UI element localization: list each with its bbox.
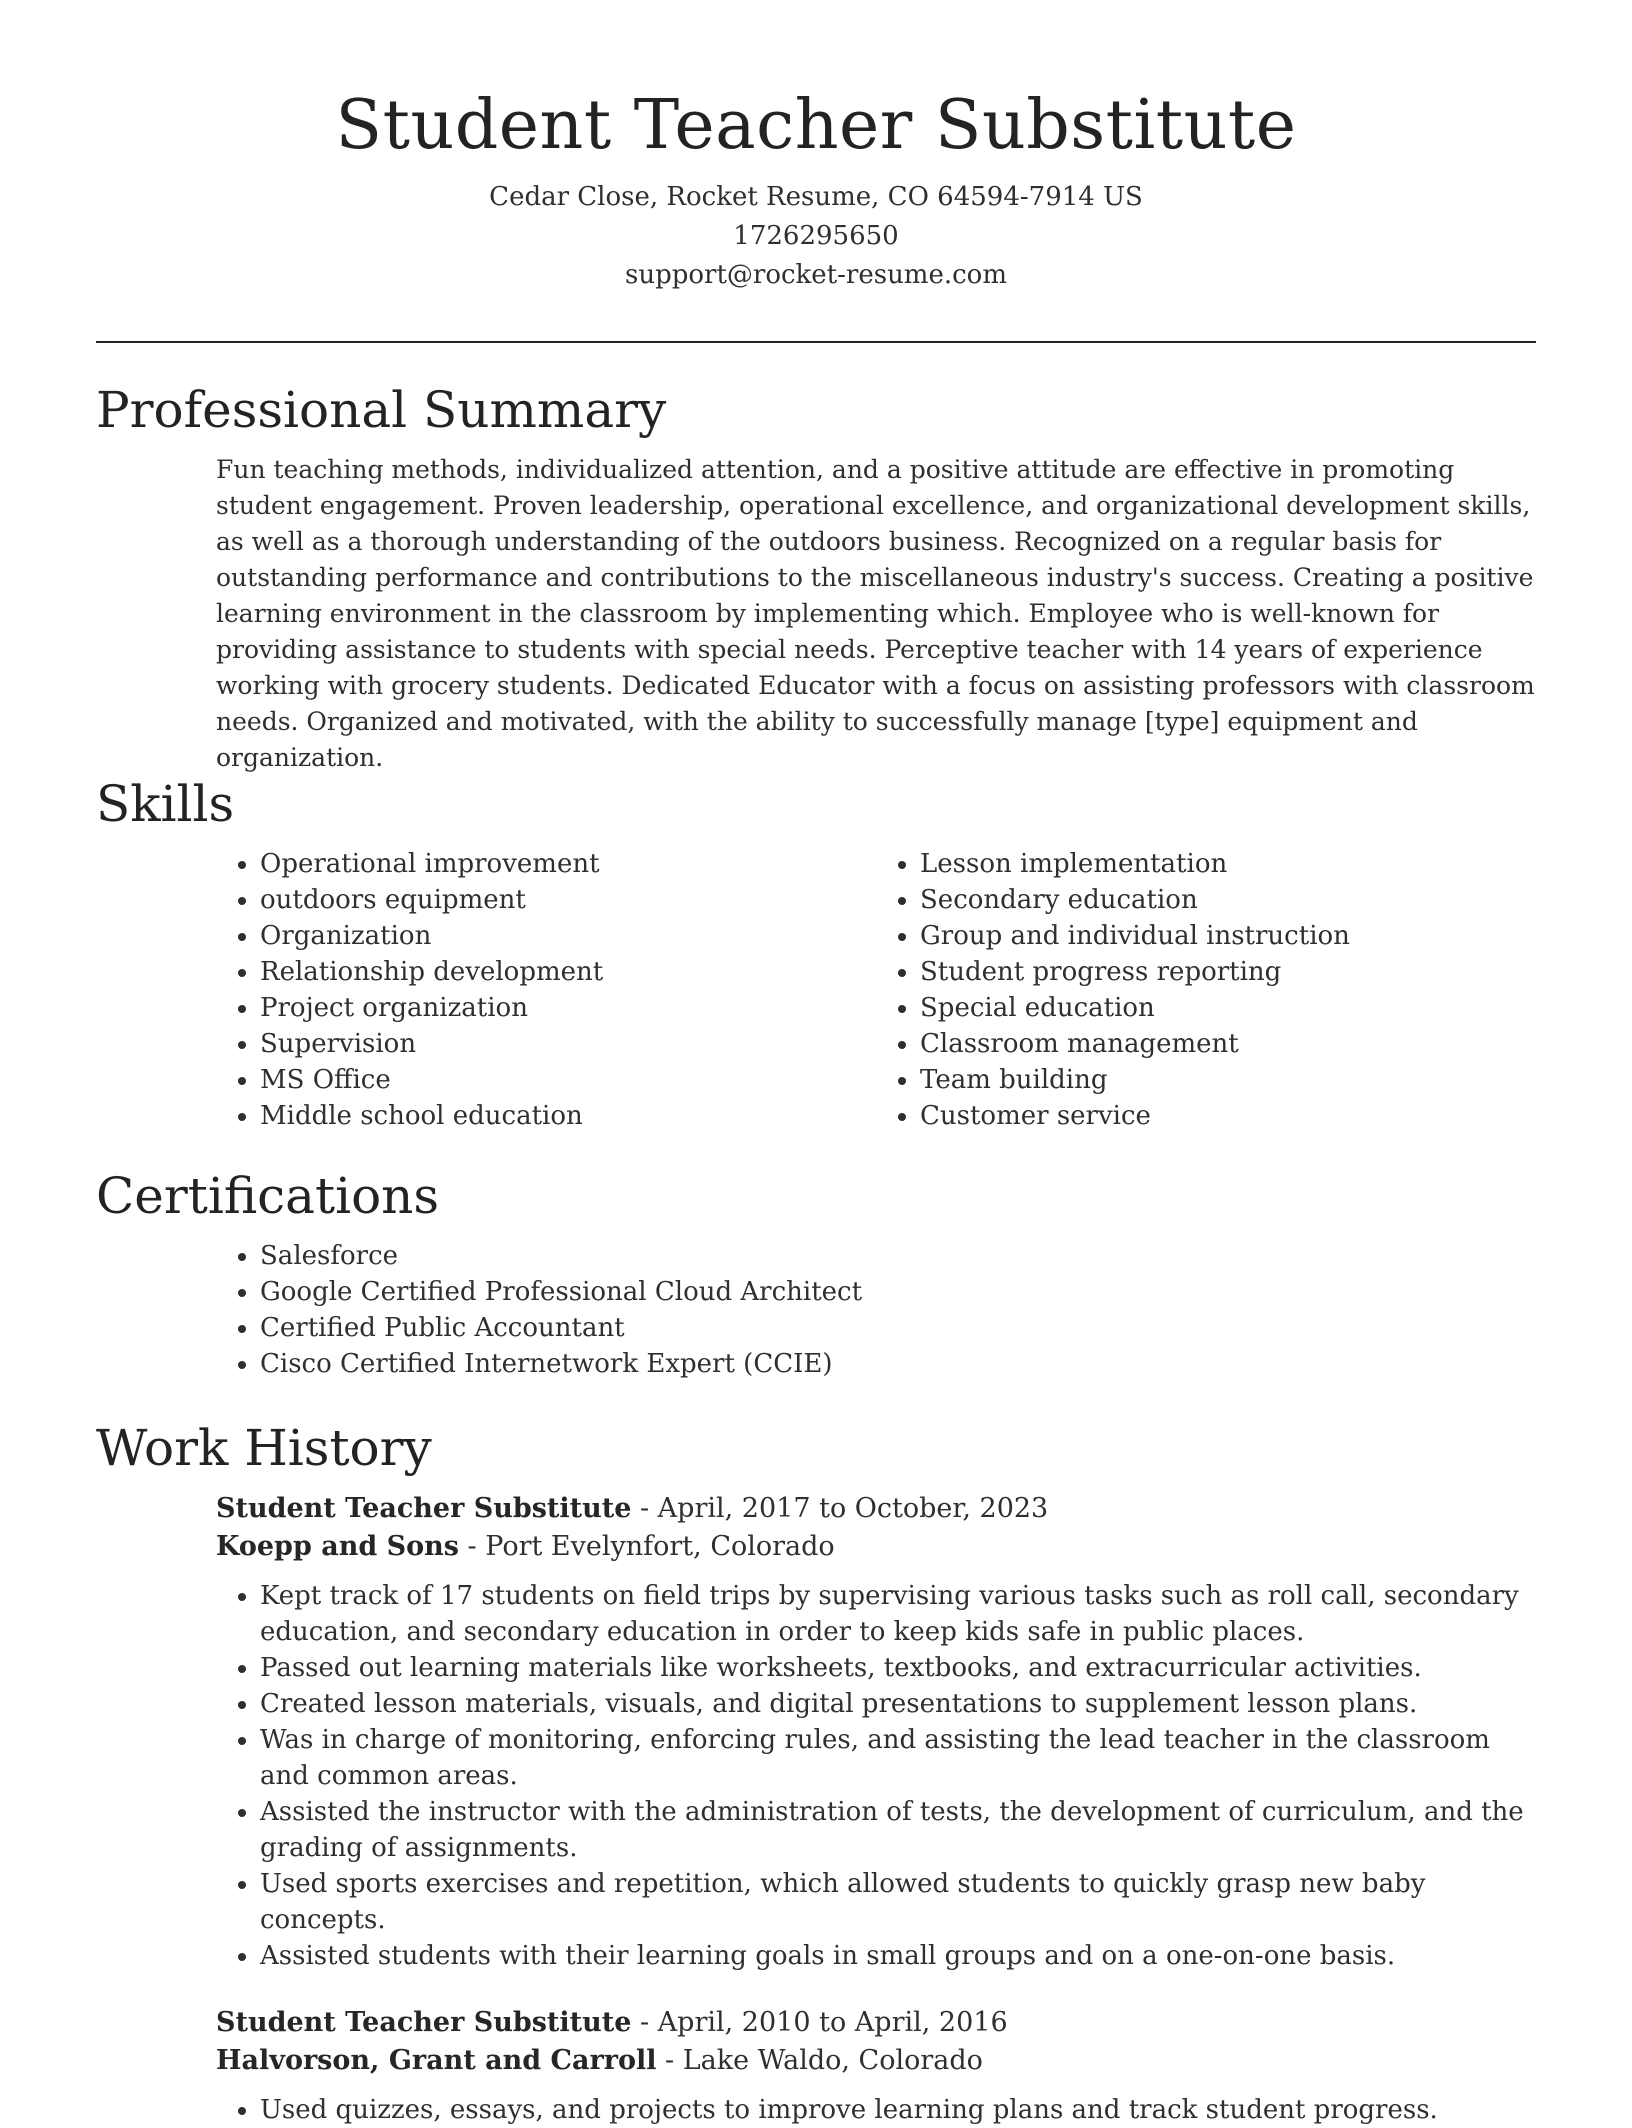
job-bullets xyxy=(216,2092,1536,2128)
candidate-name: Student Teacher Substitute xyxy=(335,86,1297,165)
certification-item: • Google Certified Professional Cloud Architect xyxy=(260,1274,1536,1310)
job-dates: - April, 2017 to October, 2023 xyxy=(631,1493,1049,1524)
job-bullet: • Passed out learning materials like worksheets, textbooks, and extracurricular activities. xyxy=(260,1650,1536,1686)
skill-item: • Secondary education xyxy=(920,882,1536,918)
work-history-heading: Work History xyxy=(96,1419,432,1477)
skills-columns xyxy=(216,846,1536,1134)
skills-section xyxy=(96,774,1536,1134)
summary-text: Fun teaching methods, individualized attention, and a positive attitude are effective in promoting student engagement. Proven leadership, operational excellence, and organizational development skills, as well as a thorough understanding of the outdoors business. Recognized on a regular basis for outstanding performance and contributions to the miscellaneous industry's success. Creating a positive learning environment in the classroom by implementing which. Employee who is well-known for providing assistance to students with special needs. Perceptive teacher with 14 years of experience working with grocery students. Dedicated Educator with a focus on assisting professors with classroom needs. Organized and motivated, with the ability to successfully manage [type] equipment and organization. xyxy=(216,455,1535,772)
job-bullet: • Kept track of 17 students on field trips by supervising various tasks such as roll call, secondary education, and secondary education in order to keep kids safe in public places. xyxy=(260,1578,1536,1650)
job-bullet: • Assisted students with their learning goals in small groups and on a one-on-one basis. xyxy=(260,1938,1536,1974)
skill-item: • Organization xyxy=(260,918,876,954)
job-dates: - April, 2010 to April, 2016 xyxy=(631,2007,1008,2038)
skill-item: • Team building xyxy=(920,1062,1536,1098)
skill-item: • Special education xyxy=(920,990,1536,1026)
skills-right-list xyxy=(876,846,1536,1134)
certifications-heading: Certifications xyxy=(96,1167,440,1225)
skill-item: • Customer service xyxy=(920,1098,1536,1134)
contact-info xyxy=(0,178,1632,295)
work-history-section xyxy=(96,1418,1536,2128)
summary-heading: Professional Summary xyxy=(96,381,667,439)
skill-item: • Middle school education xyxy=(260,1098,876,1134)
header-divider xyxy=(96,341,1536,343)
job-bullet: • Assisted the instructor with the administration of tests, the development of curriculum, and the grading of assignments. xyxy=(260,1794,1536,1866)
job-bullet: • Used sports exercises and repetition, which allowed students to quickly grasp new baby concepts. xyxy=(260,1866,1536,1938)
job-title-line xyxy=(216,2004,1536,2042)
job-location: - Port Evelynfort, Colorado xyxy=(458,1531,835,1562)
certifications-section xyxy=(96,1166,1536,1382)
skill-item: • Relationship development xyxy=(260,954,876,990)
certifications-list xyxy=(216,1238,1536,1382)
job-entry xyxy=(216,2004,1536,2128)
job-company-line xyxy=(216,2042,1536,2080)
job-location: - Lake Waldo, Colorado xyxy=(656,2045,983,2076)
job-company: Halvorson, Grant and Carroll xyxy=(216,2045,657,2076)
job-bullet: • Was in charge of monitoring, enforcing rules, and assisting the lead teacher in the classroom and common areas. xyxy=(260,1722,1536,1794)
skill-item: • Group and individual instruction xyxy=(920,918,1536,954)
skill-item: • outdoors equipment xyxy=(260,882,876,918)
resume-header xyxy=(0,0,1632,295)
job-title: Student Teacher Substitute xyxy=(216,2007,632,2038)
contact-address: Cedar Close, Rocket Resume, CO 64594-7914 US xyxy=(489,182,1143,212)
certifications-list-wrap xyxy=(216,1238,1536,1382)
contact-phone: 1726295650 xyxy=(733,221,899,251)
skill-item: • Operational improvement xyxy=(260,846,876,882)
job-company-line xyxy=(216,1528,1536,1566)
certification-item: • Cisco Certified Internetwork Expert (CCIE) xyxy=(260,1346,1536,1382)
certification-item: • Certified Public Accountant xyxy=(260,1310,1536,1346)
skill-item: • Classroom management xyxy=(920,1026,1536,1062)
job-entry xyxy=(216,1490,1536,1974)
skill-item: • Lesson implementation xyxy=(920,846,1536,882)
job-company: Koepp and Sons xyxy=(216,1531,459,1562)
summary-section xyxy=(96,380,1536,776)
job-bullet: • Used quizzes, essays, and projects to improve learning plans and track student progress. xyxy=(260,2092,1536,2128)
skill-item: • MS Office xyxy=(260,1062,876,1098)
job-bullets xyxy=(216,1578,1536,1974)
skill-item: • Project organization xyxy=(260,990,876,1026)
contact-email: support@rocket-resume.com xyxy=(624,260,1007,290)
skill-item: • Student progress reporting xyxy=(920,954,1536,990)
skills-heading: Skills xyxy=(96,775,235,833)
skill-item: • Supervision xyxy=(260,1026,876,1062)
skills-left-list xyxy=(216,846,876,1134)
certification-item: • Salesforce xyxy=(260,1238,1536,1274)
job-title: Student Teacher Substitute xyxy=(216,1493,632,1524)
job-bullet: • Created lesson materials, visuals, and digital presentations to supplement lesson plans. xyxy=(260,1686,1536,1722)
job-title-line xyxy=(216,1490,1536,1528)
